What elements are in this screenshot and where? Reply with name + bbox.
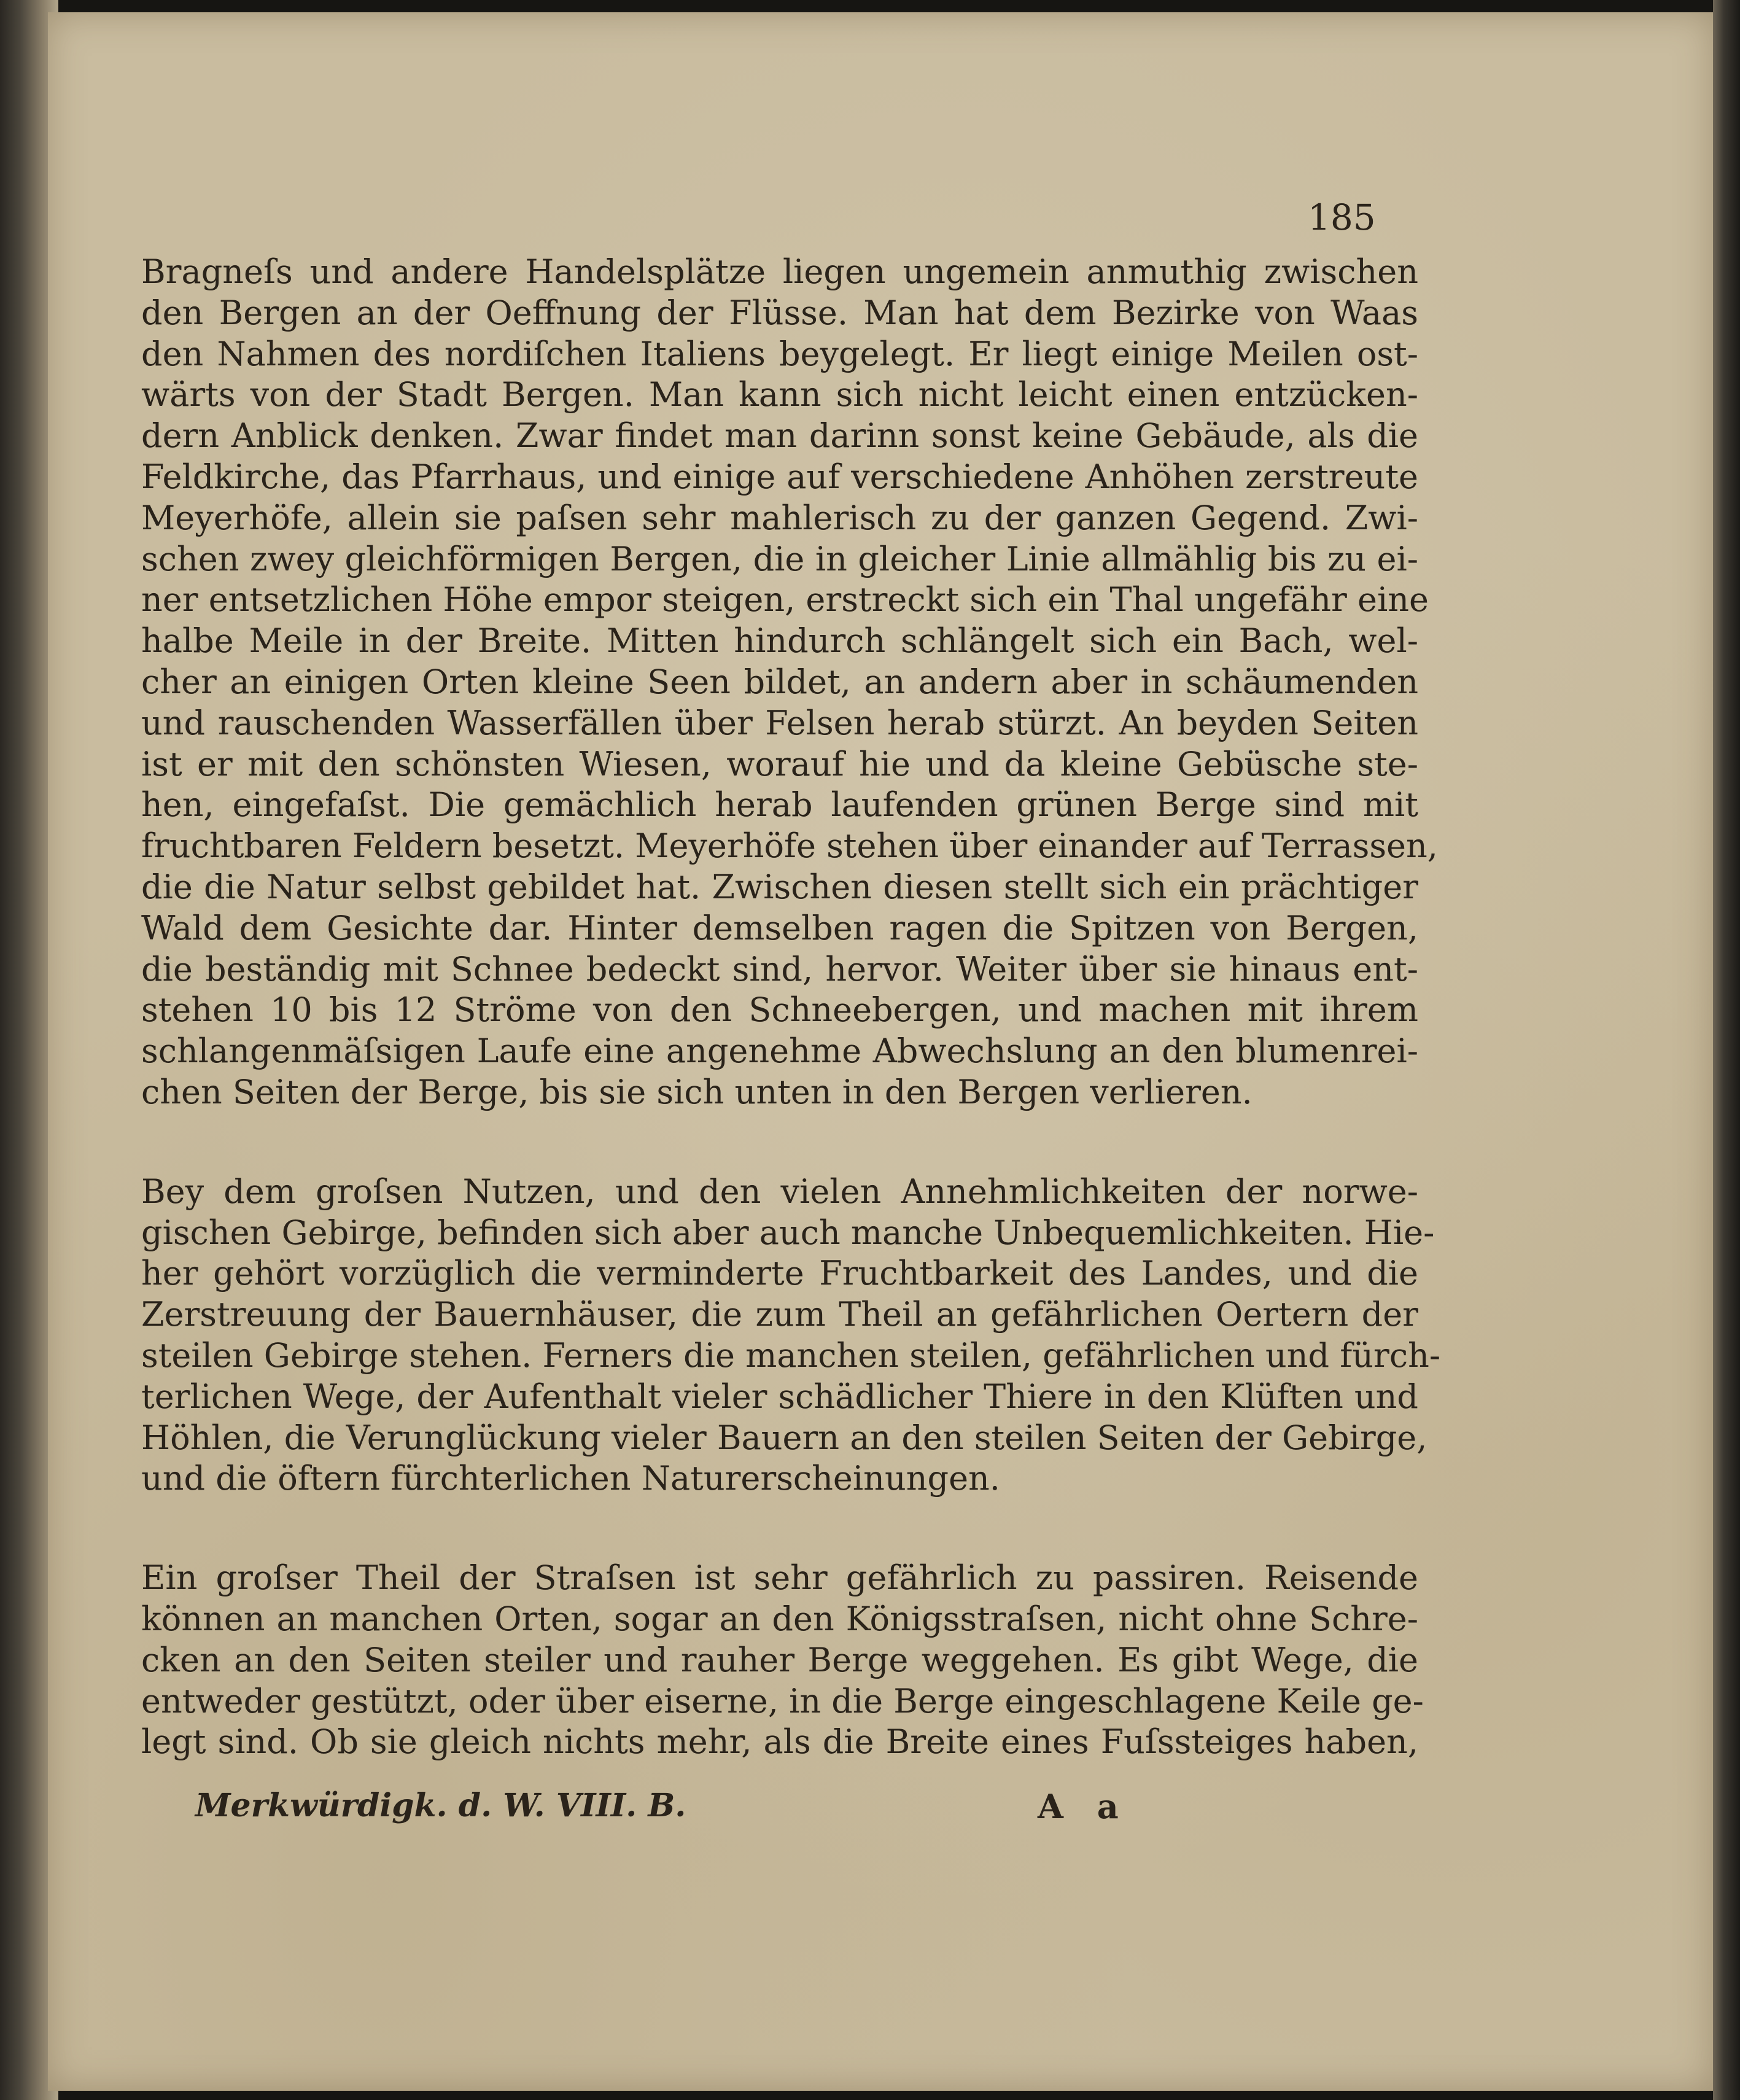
text-line: Höhlen, die Verunglückung vieler Bauern an den steilen Seiten der Gebirge,: [141, 1418, 1427, 1457]
text-line: Bragneſs und andere Handelsplätze liegen ungemein anmuthig zwischen: [141, 252, 1418, 291]
text-line: können an manchen Orten, sogar an den Königsstraſsen, nicht ohne Schre-: [141, 1599, 1418, 1638]
text-line: Ein groſser Theil der Straſsen ist sehr gefährlich zu passiren. Reisende: [141, 1558, 1418, 1598]
paragraph-2: [141, 1172, 1441, 1499]
text-line: Wald dem Gesichte dar. Hinter demselben ragen die Spitzen von Bergen,: [141, 908, 1418, 947]
text-line: Zerstreuung der Bauernhäuser, die zum Theil an gefährlichen Oertern der: [141, 1295, 1418, 1334]
signature-mark: A a: [1038, 1787, 1130, 1826]
text-line: cken an den Seiten steiler und rauher Berge weggehen. Es gibt Wege, die: [141, 1640, 1418, 1679]
text-line: dern Anblick denken. Zwar findet man darinn sonst keine Gebäude, als die: [141, 416, 1418, 456]
paragraph-1: [141, 252, 1438, 1113]
page-number: 185: [1308, 196, 1376, 238]
text-line: hen, eingefaſst. Die gemächlich herab laufenden grünen Berge sind mit: [141, 785, 1418, 825]
text-line: und die öftern fürchterlichen Naturerscheinungen.: [141, 1459, 1000, 1498]
text-line: die beständig mit Schnee bedeckt sind, hervor. Weiter über sie hinaus ent-: [141, 949, 1418, 989]
text-line: den Nahmen des nordiſchen Italiens beygelegt. Er liegt einige Meilen ost-: [141, 334, 1418, 373]
text-line: gischen Gebirge, befinden sich aber auch manche Unbequemlichkeiten. Hie-: [141, 1213, 1435, 1252]
text-line: ner entsetzlichen Höhe empor steigen, erstreckt sich ein Thal ungefähr eine: [141, 580, 1429, 620]
text-line: und rauschenden Wasserfällen über Felsen herab stürzt. An beyden Seiten: [141, 703, 1418, 742]
text-line: legt sind. Ob sie gleich nichts mehr, als die Breite eines Fuſssteiges haben,: [141, 1722, 1418, 1762]
text-line: chen Seiten der Berge, bis sie sich unten in den Bergen verlieren.: [141, 1072, 1253, 1111]
text-line: cher an einigen Orten kleine Seen bildet, an andern aber in schäumenden: [141, 662, 1418, 701]
text-line: entweder gestützt, oder über eiserne, in die Berge eingeschlagene Keile ge-: [141, 1681, 1424, 1721]
text-line: steilen Gebirge stehen. Ferners die manchen steilen, gefährlichen und fürch-: [141, 1336, 1441, 1375]
text-line: ist er mit den schönsten Wiesen, worauf hie und da kleine Gebüsche ste-: [141, 744, 1418, 784]
signature-line: Merkwürdigk. d. W. VIII. B.: [195, 1787, 686, 1824]
text-line: her gehört vorzüglich die verminderte Fruchtbarkeit des Landes, und die: [141, 1254, 1418, 1293]
text-line: stehen 10 bis 12 Ströme von den Schneebergen, und machen mit ihrem: [141, 990, 1418, 1030]
paragraph-3: [141, 1558, 1424, 1763]
body-text: [141, 252, 1441, 1763]
text-line: halbe Meile in der Breite. Mitten hindurch schlängelt sich ein Bach, wel-: [141, 621, 1418, 661]
text-line: wärts von der Stadt Bergen. Man kann sich nicht leicht einen entzücken-: [141, 375, 1418, 414]
text-line: schlangenmäſsigen Laufe eine angenehme Abwechslung an den blumenrei-: [141, 1032, 1418, 1071]
text-line: terlichen Wege, der Aufenthalt vieler schädlicher Thiere in den Klüften und: [141, 1377, 1418, 1416]
text-line: Feldkirche, das Pfarrhaus, und einige auf verschiedene Anhöhen zerstreute: [141, 457, 1418, 496]
text-line: die die Natur selbst gebildet hat. Zwischen diesen stellt sich ein prächtiger: [141, 867, 1418, 906]
text-line: den Bergen an der Oeffnung der Flüsse. Man hat dem Bezirke von Waas: [141, 293, 1418, 332]
page-edge: [1713, 0, 1740, 2100]
text-line: Bey dem groſsen Nutzen, und den vielen Annehmlichkeiten der norwe-: [141, 1172, 1418, 1211]
text-line: fruchtbaren Feldern besetzt. Meyerhöfe stehen über einander auf Terrassen,: [141, 826, 1438, 866]
text-line: schen zwey gleichförmigen Bergen, die in gleicher Linie allmählig bis zu ei-: [141, 539, 1418, 578]
text-line: Meyerhöfe, allein sie paſsen sehr mahlerisch zu der ganzen Gegend. Zwi-: [141, 498, 1418, 537]
